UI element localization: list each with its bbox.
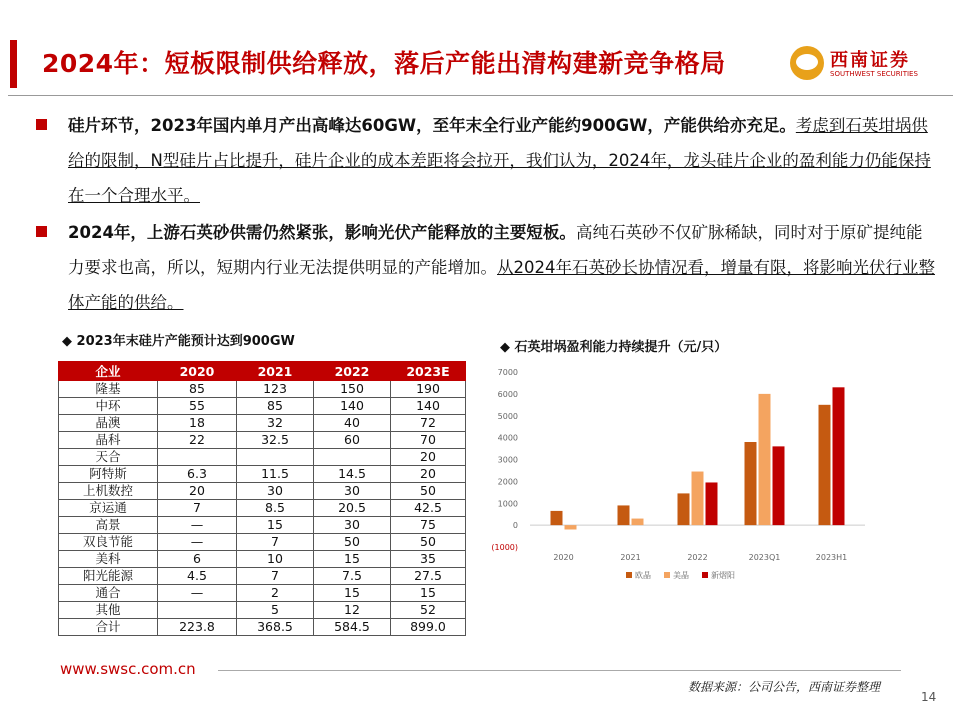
y-tick-label: 4000 (497, 433, 518, 443)
capacity-cell (237, 449, 314, 466)
capacity-cell: 20 (158, 483, 237, 500)
table-row (59, 517, 466, 534)
capacity-cell (314, 449, 391, 466)
capacity-cell: 8.5 (237, 500, 314, 517)
capacity-cell: 123 (237, 381, 314, 398)
capacity-cell: 20 (391, 449, 466, 466)
bar-欧晶 (618, 505, 630, 525)
company-name-cell: 高景 (59, 517, 158, 534)
capacity-cell: 15 (314, 551, 391, 568)
company-name-cell: 阿特斯 (59, 466, 158, 483)
table-row (59, 534, 466, 551)
capacity-cell: — (158, 534, 237, 551)
bar-欧晶 (745, 442, 757, 525)
bar-新熠阳 (773, 446, 785, 525)
capacity-cell: 27.5 (391, 568, 466, 585)
logo-text-en: SOUTHWEST SECURITIES (830, 70, 918, 78)
y-tick-label: 7000 (497, 368, 518, 377)
capacity-cell: 18 (158, 415, 237, 432)
capacity-cell: 5 (237, 602, 314, 619)
table-header-cell: 2022 (314, 362, 391, 381)
bar-美晶 (759, 394, 771, 525)
capacity-cell: 10 (237, 551, 314, 568)
capacity-cell: 30 (314, 517, 391, 534)
y-tick-label: 5000 (497, 411, 518, 421)
table-row (59, 432, 466, 449)
bullet-square-icon (36, 119, 47, 130)
y-tick-label: 1000 (497, 499, 518, 509)
company-logo (790, 44, 940, 84)
company-name-cell: 通合 (59, 585, 158, 602)
table-row (59, 568, 466, 585)
capacity-cell (158, 602, 237, 619)
capacity-cell: 70 (391, 432, 466, 449)
company-name-cell: 京运通 (59, 500, 158, 517)
table-header-cell: 2023E (391, 362, 466, 381)
capacity-cell: 42.5 (391, 500, 466, 517)
footer-divider (218, 670, 901, 671)
company-name-cell: 合计 (59, 619, 158, 636)
capacity-cell: 150 (314, 381, 391, 398)
capacity-cell: 85 (158, 381, 237, 398)
company-name-cell: 晶科 (59, 432, 158, 449)
capacity-table (58, 361, 466, 636)
page-title: 2024年：短板限制供给释放，落后产能出清构建新竞争格局 (42, 49, 726, 78)
table-row (59, 602, 466, 619)
bullet-square-icon (36, 226, 47, 237)
table-header-cell: 企业 (59, 362, 158, 381)
capacity-cell: 4.5 (158, 568, 237, 585)
capacity-cell: 7 (158, 500, 237, 517)
table-row (59, 619, 466, 636)
capacity-cell: 40 (314, 415, 391, 432)
bullet-1-bold: 硅片环节，2023年国内单月产出高峰达60GW，至年末全行业产能约900GW，产能供给亦充足。 (68, 116, 796, 135)
bar-新熠阳 (833, 387, 845, 525)
capacity-cell: 20 (391, 466, 466, 483)
x-tick-label: 2020 (553, 553, 574, 562)
capacity-cell: 60 (314, 432, 391, 449)
chart-title: ◆ 石英坩埚盈利能力持续提升（元/只） (500, 340, 728, 355)
table-row (59, 398, 466, 415)
company-name-cell: 天合 (59, 449, 158, 466)
table-header-row (59, 362, 466, 381)
capacity-cell: 6.3 (158, 466, 237, 483)
capacity-cell: 190 (391, 381, 466, 398)
capacity-cell: 50 (391, 483, 466, 500)
capacity-cell: 72 (391, 415, 466, 432)
bar-chart (480, 362, 880, 594)
logo-icon (790, 46, 824, 80)
y-tick-label: (1000) (491, 543, 518, 552)
legend-swatch (626, 572, 632, 578)
capacity-cell: 11.5 (237, 466, 314, 483)
capacity-cell: 55 (158, 398, 237, 415)
capacity-cell: 140 (391, 398, 466, 415)
capacity-cell: 52 (391, 602, 466, 619)
table-title: ◆ 2023年末硅片产能预计达到900GW (62, 334, 295, 349)
capacity-cell: 75 (391, 517, 466, 534)
capacity-cell: 35 (391, 551, 466, 568)
capacity-cell: 50 (314, 534, 391, 551)
table-header-cell: 2020 (158, 362, 237, 381)
table-row (59, 381, 466, 398)
y-tick-label: 2000 (497, 477, 518, 487)
bullet-1-underline: 考虑到石英坩埚供给的限制，N型硅片占比提升，硅片企业的成本差距将会拉开，我们认为，2024年，龙头硅片企业的盈利能力仍能保持在一个合理水平。 (68, 116, 931, 205)
website-url[interactable]: www.swsc.com.cn (60, 660, 196, 678)
bullet-1 (36, 108, 936, 213)
x-tick-label: 2021 (620, 553, 641, 562)
header-divider (8, 95, 953, 96)
company-name-cell: 上机数控 (59, 483, 158, 500)
bar-欧晶 (551, 511, 563, 525)
table-row (59, 415, 466, 432)
capacity-cell: 6 (158, 551, 237, 568)
table-row (59, 483, 466, 500)
legend-swatch (702, 572, 708, 578)
legend-label: 新熠阳 (711, 571, 735, 580)
capacity-cell: 15 (391, 585, 466, 602)
capacity-cell: 32.5 (237, 432, 314, 449)
capacity-cell: 50 (391, 534, 466, 551)
company-name-cell: 其他 (59, 602, 158, 619)
capacity-cell: — (158, 517, 237, 534)
capacity-cell: 899.0 (391, 619, 466, 636)
company-name-cell: 中环 (59, 398, 158, 415)
capacity-cell: 15 (237, 517, 314, 534)
y-tick-label: 0 (512, 521, 518, 531)
table-row (59, 449, 466, 466)
x-tick-label: 2023H1 (815, 553, 848, 562)
legend-swatch (664, 572, 670, 578)
capacity-cell: 15 (314, 585, 391, 602)
capacity-cell: 85 (237, 398, 314, 415)
company-name-cell: 双良节能 (59, 534, 158, 551)
bar-美晶 (692, 472, 704, 526)
capacity-cell (158, 449, 237, 466)
y-tick-label: 3000 (497, 455, 518, 465)
capacity-cell: 2 (237, 585, 314, 602)
bar-欧晶 (819, 405, 831, 525)
bullet-2-plain: 高纯石英砂不仅矿脉稀缺，同时对于原矿提纯能力要求也高，所以，短期内行业无法提供明显的产能增加。 (68, 223, 923, 277)
data-source: 数据来源：公司公告，西南证券整理 (688, 680, 881, 694)
capacity-cell: 140 (314, 398, 391, 415)
capacity-cell: 368.5 (237, 619, 314, 636)
bar-美晶 (632, 519, 644, 526)
page-number: 14 (921, 690, 937, 704)
capacity-cell: 584.5 (314, 619, 391, 636)
company-name-cell: 晶澳 (59, 415, 158, 432)
bullet-2 (36, 215, 936, 320)
logo-text-cn: 西南证券 (830, 50, 910, 71)
capacity-cell: 7 (237, 534, 314, 551)
table-row (59, 551, 466, 568)
legend-label: 欧晶 (635, 571, 651, 580)
table-header-cell: 2021 (237, 362, 314, 381)
capacity-cell: 32 (237, 415, 314, 432)
capacity-cell: 14.5 (314, 466, 391, 483)
capacity-cell: 7 (237, 568, 314, 585)
capacity-cell: 30 (314, 483, 391, 500)
capacity-cell: 30 (237, 483, 314, 500)
bar-美晶 (565, 525, 577, 529)
x-tick-label: 2022 (687, 553, 708, 562)
y-tick-label: 6000 (497, 389, 518, 399)
bar-新熠阳 (706, 482, 718, 525)
table-row (59, 466, 466, 483)
company-name-cell: 阳光能源 (59, 568, 158, 585)
capacity-cell: 12 (314, 602, 391, 619)
capacity-cell: — (158, 585, 237, 602)
legend-label: 美晶 (673, 571, 689, 580)
bar-欧晶 (678, 493, 690, 525)
bullet-2-underline: 从2024年石英砂长协情况看，增量有限，将影响光伏行业整体产能的供给。 (68, 258, 935, 312)
bullet-2-bold: 2024年，上游石英砂供需仍然紧张，影响光伏产能释放的主要短板。 (68, 223, 576, 242)
x-tick-label: 2023Q1 (748, 553, 781, 562)
table-row (59, 500, 466, 517)
header-accent-bar (10, 40, 17, 88)
table-row (59, 585, 466, 602)
company-name-cell: 隆基 (59, 381, 158, 398)
capacity-cell: 22 (158, 432, 237, 449)
capacity-cell: 20.5 (314, 500, 391, 517)
company-name-cell: 美科 (59, 551, 158, 568)
capacity-cell: 7.5 (314, 568, 391, 585)
capacity-cell: 223.8 (158, 619, 237, 636)
